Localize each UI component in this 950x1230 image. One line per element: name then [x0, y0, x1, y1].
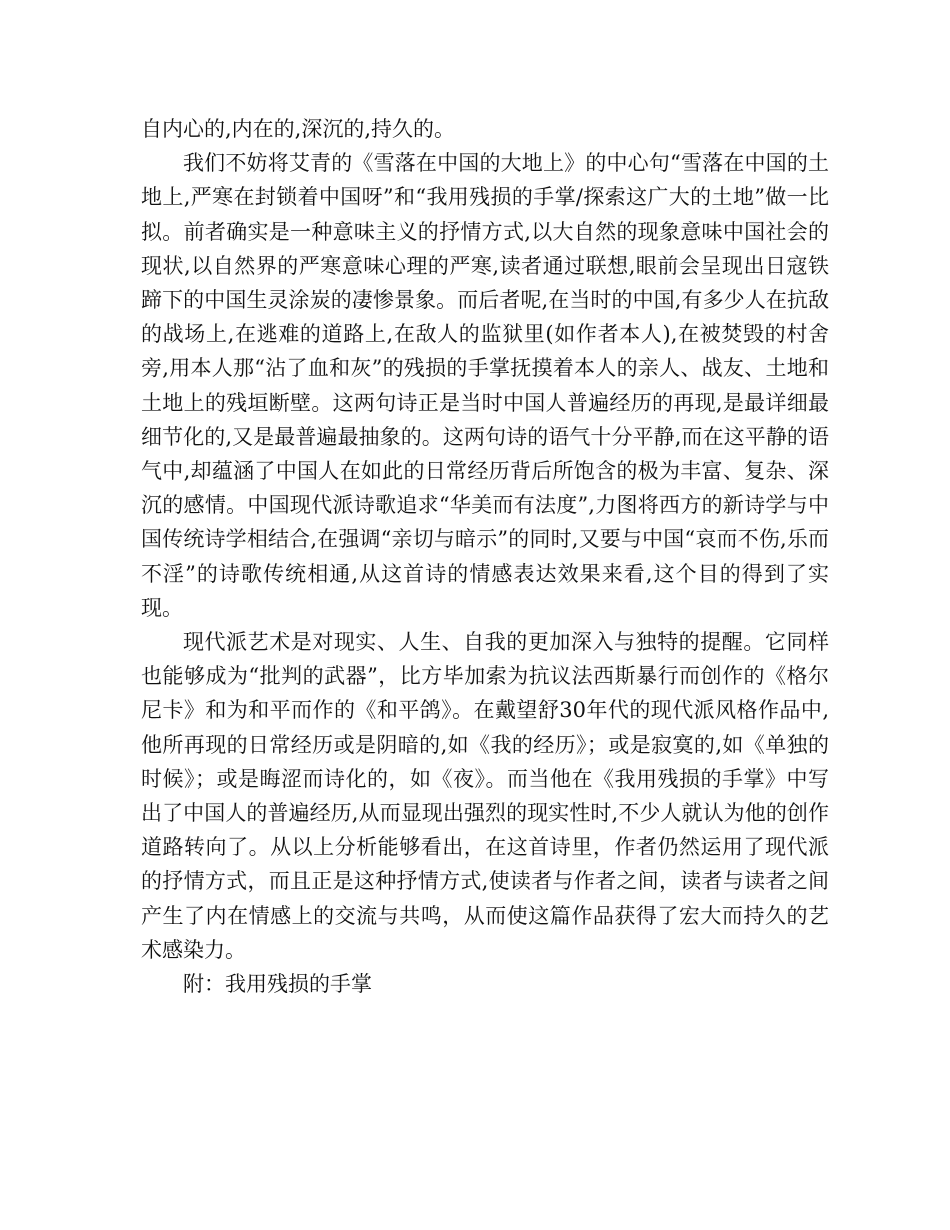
paragraph-4: 附：我用残损的手掌: [183, 972, 372, 997]
paragraph-3: 现代派艺术是对现实、人生、自我的更加深入与独特的提醒。它同样也能够成为“批判的武器”，比方毕加索为抗议法西斯暴行而创作的《格尔尼卡》和为和平而作的《和平鸽》。在戴望舒30年代的现代派风格作品中,他所再现的日常经历或是阴暗的,如《我的经历》；或是寂寞的,如《单独的时候》；或是晦涩而诗化的，如《夜》。而当他在《我用残损的手掌》中写出了中国人的普遍经历,从而显现出强烈的现实性时,不少人就认为他的创作道路转向了。从以上分析能够看出，在这首诗里，作者仍然运用了现代派的抒情方式，而且正是这种抒情方式,使读者与作者之间，读者与读者之间产生了内在情感上的交流与共鸣，从而使这篇作品获得了宏大而持久的艺术感染力。: [141, 630, 829, 962]
paragraph-1: 自内心的,内在的,深沉的,持久的。: [141, 117, 456, 141]
document-body: [141, 112, 829, 1001]
paragraph-2: 我们不妨将艾青的《雪落在中国的大地上》的中心句“雪落在中国的土地上,严寒在封锁着中国呀”和“我用残损的手掌/探索这广大的土地”做一比拟。前者确实是一种意味主义的抒情方式,以大自然的现象意味中国社会的现状,以自然界的严寒意味心理的严寒,读者通过联想,眼前会呈现出日寇铁蹄下的中国生灵涂炭的凄惨景象。而后者呢,在当时的中国,有多少人在抗敌的战场上,在逃难的道路上,在敌人的监狱里(如作者本人),在被焚毁的村舍旁,用本人那“沾了血和灰”的残损的手掌抚摸着本人的亲人、战友、土地和土地上的残垣断壁。这两句诗正是当时中国人普遍经历的再现,是最详细最细节化的,又是最普遍最抽象的。这两句诗的语气十分平静,而在这平静的语气中,却蕴涵了中国人在如此的日常经历背后所饱含的极为丰富、复杂、深沉的感情。中国现代派诗歌追求“华美而有法度”,力图将西方的新诗学与中国传统诗学相结合,在强调“亲切与暗示”的同时,又要与中国“哀而不伤,乐而不淫”的诗歌传统相通,从这首诗的情感表达效果来看,这个目的得到了实现。: [141, 151, 829, 620]
